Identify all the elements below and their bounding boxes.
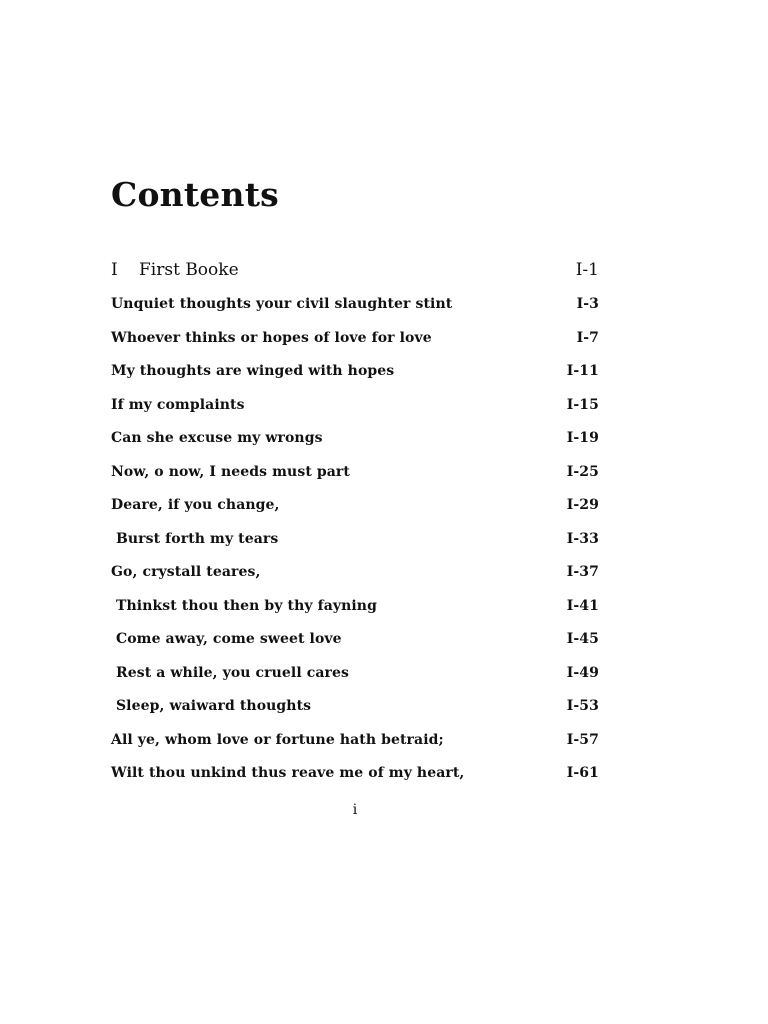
toc-entry	[111, 594, 599, 628]
toc-entry-page: I-19	[566, 430, 599, 446]
toc-entry	[111, 761, 599, 795]
toc-entry-page: I-3	[576, 296, 599, 312]
toc-list	[111, 292, 599, 795]
toc-entry	[111, 661, 599, 695]
toc-entry-title: Burst forth my tears	[111, 530, 279, 547]
toc-entry	[111, 527, 599, 561]
toc-entry-title: If my complaints	[111, 396, 245, 413]
toc-entry-title: Wilt thou unkind thus reave me of my heart,	[111, 765, 465, 781]
toc-entry	[111, 728, 599, 762]
toc-entry	[111, 694, 599, 728]
toc-entry-title: All ye, whom love or fortune hath betraid;	[111, 731, 444, 748]
toc-entry-page: I-15	[566, 396, 599, 413]
toc-entry	[111, 493, 599, 527]
toc-entry-page: I-7	[576, 329, 599, 346]
toc-entry-title: Sleep, waiward thoughts	[111, 698, 312, 714]
toc-entry-page: I-29	[566, 497, 599, 513]
toc-entry	[111, 326, 599, 360]
toc-entry-page: I-37	[566, 564, 599, 580]
page-title: Contents	[111, 175, 279, 214]
toc-entry	[111, 393, 599, 427]
toc-entry-page: I-25	[566, 463, 599, 480]
toc-entry-page: I-11	[566, 363, 599, 379]
toc-entry-page: I-33	[566, 530, 599, 547]
toc-entry	[111, 627, 599, 661]
toc-entry-title: My thoughts are winged with hopes	[111, 363, 395, 379]
toc-entry-page: I-41	[566, 597, 599, 614]
toc-entry-page: I-49	[566, 664, 599, 681]
part-title: First Booke	[139, 260, 239, 280]
toc-entry-page: I-53	[566, 698, 599, 714]
toc-entry-title: Rest a while, you cruell cares	[111, 664, 349, 681]
part-page-number: I-1	[575, 260, 599, 280]
toc-entry-page: I-45	[566, 631, 599, 647]
toc-entry	[111, 460, 599, 494]
toc-entry-title: Whoever thinks or hopes of love for love	[111, 329, 432, 346]
toc-entry-title: Unquiet thoughts your civil slaughter stint	[111, 296, 453, 312]
toc-entry-title: Now, o now, I needs must part	[111, 463, 350, 480]
toc-entry	[111, 560, 599, 594]
toc-entry-title: Can she excuse my wrongs	[111, 430, 323, 446]
toc-entry-page: I-61	[566, 765, 599, 781]
toc-entry-title: Thinkst thou then by thy fayning	[111, 597, 377, 614]
toc-entry	[111, 292, 599, 326]
toc-part-row	[111, 259, 599, 281]
part-number: I	[111, 260, 118, 280]
page-folio: i	[352, 802, 358, 818]
toc-entry-title: Go, crystall teares,	[111, 564, 261, 580]
toc-entry	[111, 426, 599, 460]
toc-entry-page: I-57	[566, 731, 599, 748]
toc-entry	[111, 359, 599, 393]
toc-entry-title: Deare, if you change,	[111, 497, 280, 513]
toc-entry-title: Come away, come sweet love	[111, 631, 342, 647]
